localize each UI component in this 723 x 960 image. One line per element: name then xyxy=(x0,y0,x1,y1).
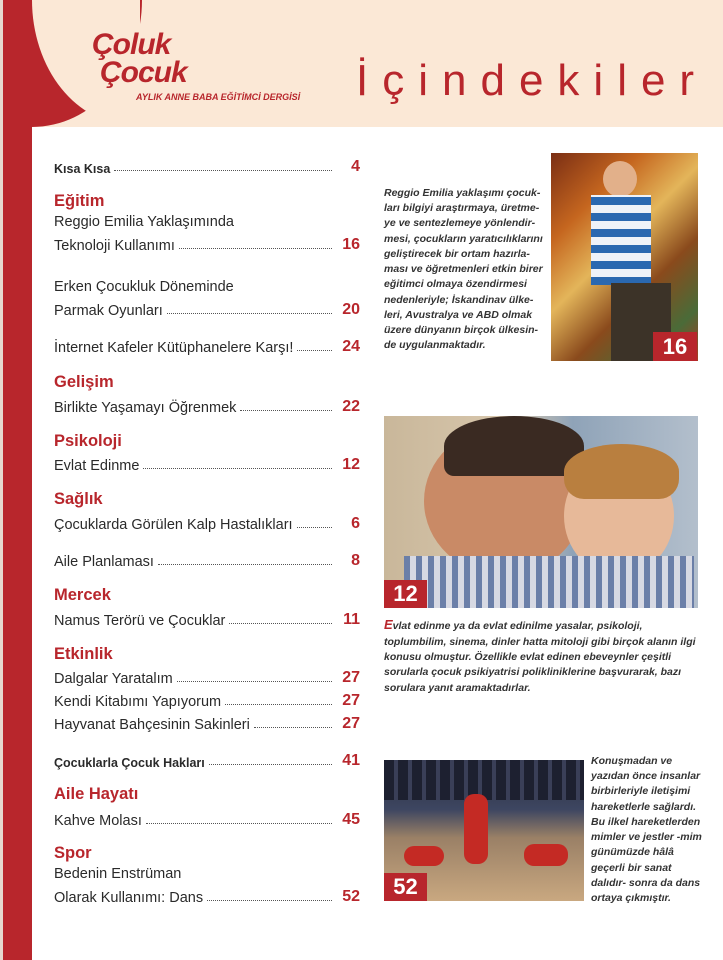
page-badge-12[interactable]: 12 xyxy=(384,580,427,608)
toc-gelisim[interactable]: Birlikte Yaşamayı Öğrenmek 22 xyxy=(54,398,360,416)
toc-kisa-kisa[interactable] xyxy=(54,154,360,176)
toc-label: Kısa Kısa xyxy=(54,162,111,176)
toc-mercek[interactable]: Namus Terörü ve Çocuklar 11 xyxy=(54,611,360,629)
toc-parmak[interactable]: Parmak Oyunları 20 xyxy=(54,301,360,319)
child-hair xyxy=(564,444,679,499)
red-spine xyxy=(0,0,32,960)
dancer-right xyxy=(524,844,568,866)
section-saglik: Sağlık xyxy=(54,490,103,508)
toc-parmak-line1[interactable]: Erken Çocukluk Döneminde xyxy=(54,279,234,295)
section-gelisim: Gelişim xyxy=(54,373,114,391)
dancer-left xyxy=(404,846,444,866)
father-hair xyxy=(444,416,584,476)
plaid-shirts xyxy=(404,556,694,608)
toc-reggio-line1[interactable]: Reggio Emilia Yaklaşımında xyxy=(54,214,234,230)
logo-line1: Çoluk xyxy=(92,28,171,61)
section-mercek: Mercek xyxy=(54,586,111,604)
toc-saglik-2[interactable]: Aile Planlaması 8 xyxy=(54,552,360,570)
logo-line2: Çocuk xyxy=(100,56,187,89)
child-head xyxy=(603,161,637,197)
logo-subtitle: AYLIK ANNE BABA EĞİTİMCİ DERGİSİ xyxy=(136,92,301,102)
section-aile-hayati: Aile Hayatı xyxy=(54,785,139,803)
section-egitim: Eğitim xyxy=(54,192,105,210)
caption-dans: Konuşmadan ve yazıdan önce insanlar birbirleriyle iletişimi hareketlerle sağlardı. Bu ilkel hareketlerden mimler ve jestler -mim günümüzde hâlâ geçerli bir sanat dalıdır- sonra da dans ortaya çıkmıştır. xyxy=(591,755,702,904)
section-etkinlik: Etkinlik xyxy=(54,645,113,663)
toc-aile[interactable]: Kahve Molası 45 xyxy=(54,811,360,829)
toc-spor[interactable]: Olarak Kullanımı: Dans 52 xyxy=(54,888,360,906)
caption-reggio: Reggio Emilia yaklaşımı çocuk-ları bilgiyi araştırmaya, üretme-ye ve sentezlemeye yönlendir-mesi, çocukların yaratıcılıklarını geliştirecek bir ortam hazırla-ması ve öğretmenleri etkin birer eğitimci olmaya özendirmesi nedenleriyle; İskandinav ülke-leri, Avustralya ve ABD olmak üzere dünyanın birçok ülkesin-de uygulanmaktadır. xyxy=(384,187,543,352)
toc-page: 4 xyxy=(351,158,360,175)
toc-saglik-1[interactable]: Çocuklarda Görülen Kalp Hastalıkları 6 xyxy=(54,515,360,533)
toc-etkinlik-3[interactable]: Hayvanat Bahçesinin Sakinleri 27 xyxy=(54,715,360,733)
toc-reggio[interactable]: Teknoloji Kullanımı 16 xyxy=(54,236,360,254)
caption-evlat-edinme: Evlat edinme ya da evlat edinilme yasalar, psikoloji, toplumbilim, sinema, dinler hatta mitoloji gibi birçok alanın ilgi konusu olmuştur. Özellikle evlat edinen ebeveynler çeşitli sorularla çocuk psikiyatrisi polikliniklerine başvurarak, bazı sorulara yanıt aramaktadırlar. xyxy=(384,617,696,694)
toc-etkinlik-1[interactable]: Dalgalar Yaratalım 27 xyxy=(54,669,360,687)
toc-spor-line1[interactable]: Bedenin Enstrüman xyxy=(54,866,182,882)
photo-father-son xyxy=(384,416,698,608)
striped-shirt xyxy=(591,195,651,285)
page-badge-52[interactable]: 52 xyxy=(384,873,427,901)
drop-initial: E xyxy=(384,617,393,632)
page-title: İçindekiler xyxy=(356,56,709,105)
section-spor: Spor xyxy=(54,844,92,862)
page-badge-16[interactable]: 16 xyxy=(653,332,697,361)
page-edge xyxy=(0,0,3,960)
toc-internet[interactable]: İnternet Kafeler Kütüphanelere Karşı! 24 xyxy=(54,338,360,356)
section-psikoloji: Psikoloji xyxy=(54,432,122,450)
toc-cocuk-haklari[interactable]: Çocuklarla Çocuk Hakları 41 xyxy=(54,752,360,770)
toc-etkinlik-2[interactable]: Kendi Kitabımı Yapıyorum 27 xyxy=(54,692,360,710)
photo-painting-child xyxy=(551,153,698,361)
toc-psikoloji[interactable]: Evlat Edinme 12 xyxy=(54,456,360,474)
audience xyxy=(384,760,584,800)
dancer-center xyxy=(464,794,488,864)
